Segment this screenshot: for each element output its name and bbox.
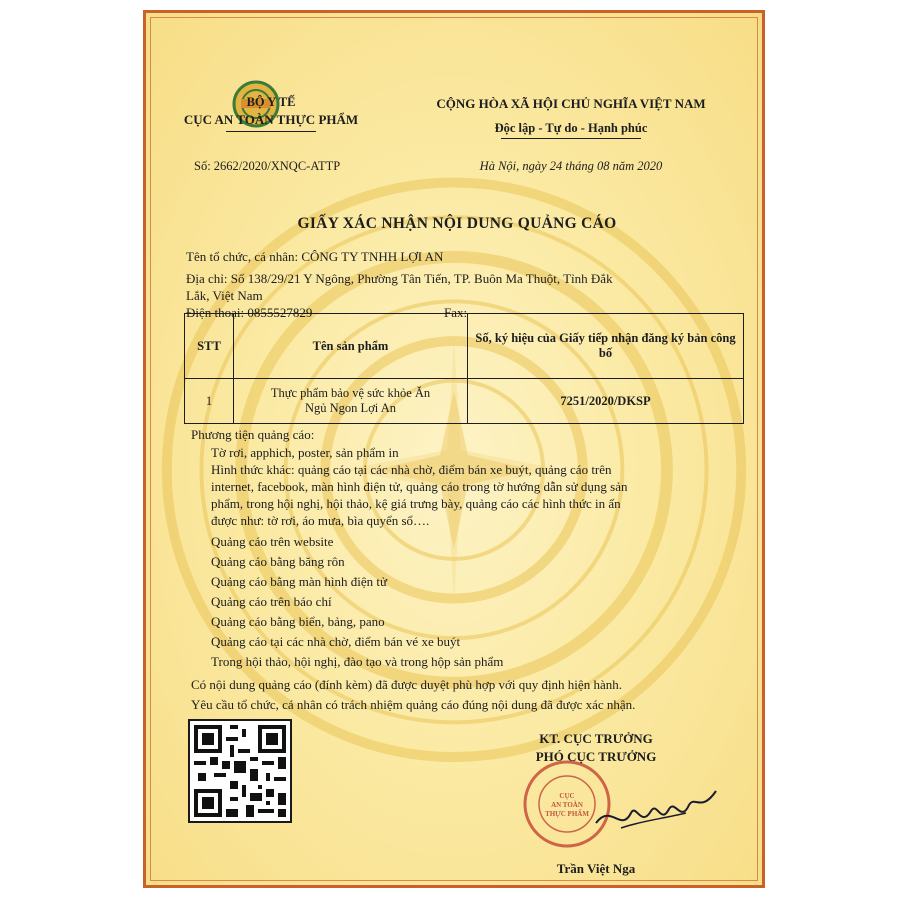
media-other-line-4: được như: tờ rơi, áo mưa, bìa quyển sổ…. (211, 513, 430, 528)
list-item: Quảng cáo bằng màn hình điện tử (211, 574, 388, 589)
product-name-line-2: Ngủ Ngon Lợi An (305, 401, 396, 415)
handwritten-signature (591, 783, 721, 843)
media-item-print: Tờ rơi, apphich, poster, sản phẩm in (211, 445, 399, 460)
product-name-line-1: Thực phẩm bảo vệ sức khỏe Ăn (270, 386, 431, 400)
qr-code (188, 719, 292, 823)
svg-text:CỤC: CỤC (559, 792, 575, 800)
document-number: Số: 2662/2020/XNQC-ATTP (194, 159, 341, 173)
agency-name: CỤC AN TOÀN THỰC PHẨM (183, 112, 359, 127)
fax-label: Fax: (444, 305, 468, 320)
document-title: GIẤY XÁC NHẬN NỘI DUNG QUẢNG CÁO (297, 215, 617, 232)
issue-date: Hà Nội, ngày 24 tháng 08 năm 2020 (479, 159, 663, 173)
organization-name: Tên tổ chức, cá nhân: CÔNG TY TNHH LỢI AN (186, 249, 444, 264)
list-item: Quảng cáo bằng biển, bảng, pano (211, 614, 385, 629)
phone-number: Điện thoại: 0855527829 (186, 305, 313, 320)
list-item: Quảng cáo tại các nhà chờ, điểm bán vé xe buýt (211, 634, 461, 649)
motto-underline (501, 138, 641, 139)
address-line-2: Lắk, Việt Nam (186, 288, 263, 303)
table-header-row (185, 314, 744, 379)
country-name: CỘNG HÒA XÃ HỘI CHỦ NGHĨA VIỆT NAM (436, 96, 706, 111)
address-line-1: Địa chỉ: Số 138/29/21 Y Ngông, Phường Tân Tiến, TP. Buôn Ma Thuột, Tỉnh Đắk (186, 271, 613, 286)
document-page (143, 10, 765, 888)
product-table (184, 313, 744, 424)
media-other-line-1: Hình thức khác: quảng cáo tại các nhà chờ, điểm bán xe buýt, quảng cáo trên (211, 462, 612, 477)
list-item: Quảng cáo trên website (211, 534, 334, 549)
row-registration-code: 7251/2020/DKSP (468, 379, 744, 424)
svg-text:THỰC PHẨM: THỰC PHẨM (545, 810, 589, 818)
signatory-name: Trần Việt Nga (556, 861, 636, 876)
table-row (185, 379, 744, 424)
table-header-cell: Tên sản phẩm (234, 314, 468, 379)
national-motto: Độc lập - Tự do - Hạnh phúc (494, 121, 648, 135)
agency-underline (226, 131, 316, 132)
signatory-role-2: PHÓ CỤC TRƯỞNG (535, 749, 657, 764)
list-item: Quảng cáo bằng băng rôn (211, 554, 345, 569)
approval-statement: Có nội dung quảng cáo (đính kèm) đã được duyệt phù hợp với quy định hiện hành. (191, 677, 622, 692)
media-label: Phương tiện quảng cáo: (191, 427, 315, 442)
row-stt: 1 (185, 379, 234, 424)
media-other-line-3: phẩm, trong hội nghị, hội thảo, kệ giá trưng bày, quảng cáo các hình thức in ấn (211, 496, 621, 511)
table-header-cell: Số, ký hiệu của Giấy tiếp nhận đăng ký bản công bố (468, 314, 744, 379)
ministry-name: BỘ Y TẾ (246, 95, 296, 109)
list-item: Trong hội thảo, hội nghị, đào tạo và trong hộp sản phẩm (211, 654, 504, 669)
list-item: Quảng cáo trên báo chí (211, 594, 332, 609)
svg-text:AN TOÀN: AN TOÀN (551, 801, 583, 809)
signatory-role-1: KT. CỤC TRƯỞNG (539, 731, 653, 746)
responsibility-statement: Yêu cầu tổ chức, cá nhân có trách nhiệm quảng cáo đúng nội dung đã được xác nhận. (191, 697, 636, 712)
table-header-cell: STT (185, 314, 234, 379)
row-product (234, 379, 468, 424)
media-other-line-2: internet, facebook, màn hình điện tử, quảng cáo trong tờ hướng dẫn sử dụng sản (211, 479, 628, 494)
